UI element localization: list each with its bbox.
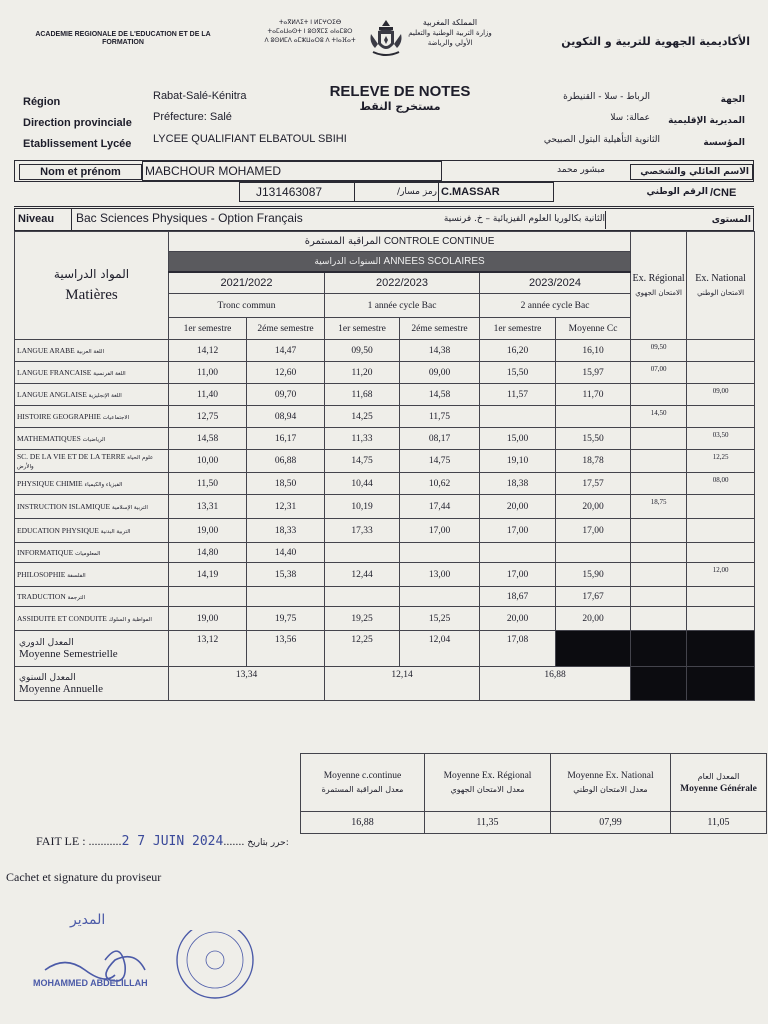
subject-name [15,340,169,362]
grade-cell: 15,50 [556,428,631,450]
grade-cell: 08,00 [687,473,755,495]
grade-cell: 15,90 [556,563,631,587]
grade-cell: 11,00 [169,362,247,384]
grade-cell: 10,62 [400,473,480,495]
grade-cell: 12,75 [169,406,247,428]
table-row [15,340,755,362]
year-header-1: 2021/2022 [169,272,325,294]
grade-cell [687,607,755,631]
grade-cell: 10,00 [169,450,247,473]
grade-cell: 10,19 [325,495,400,519]
ex-regional-header [631,232,687,340]
director-ar: المدير [70,912,106,928]
year-header-2: 2022/2023 [325,272,480,294]
grade-cell: 19,00 [169,519,247,543]
grade-cell: 14,38 [400,340,480,362]
grade-cell [169,587,247,607]
ann-average-label-fr: Moyenne Annuelle [19,682,104,695]
semester-header: Moyenne Cc [556,318,631,340]
blacked-cell [687,631,755,667]
grade-cell: 19,10 [480,450,556,473]
academy-title-ar: الأكاديمية الجهوية للتربية و التكوين [561,35,750,48]
grade-cell: 06,88 [247,450,325,473]
fait-le-label: FAIT LE : ........... [36,834,122,848]
grade-cell [631,563,687,587]
grade-cell [687,587,755,607]
grade-cell: 17,00 [480,563,556,587]
grade-cell: 15,00 [480,428,556,450]
subject-name-ar: اللغة الفرنسية [93,371,126,377]
cycle-header-3: 2 année cycle Bac [480,294,631,318]
grade-cell: 18,33 [247,519,325,543]
name-value: MABCHOUR MOHAMED [142,161,442,181]
summary-header [425,754,551,812]
annees-header [169,252,631,272]
grade-cell: 20,00 [556,607,631,631]
grade-cell: 14,19 [169,563,247,587]
cc-header [169,232,631,252]
semester-header: 1er semestre [169,318,247,340]
grade-cell: 09,50 [325,340,400,362]
cne-label-ar: الرقم الوطني [646,187,708,197]
sem-average-value: 13,56 [247,631,325,667]
region-value-ar: الرباط - سلا - القنيطرة [563,92,650,102]
grade-cell [687,543,755,563]
grade-cell: 14,12 [169,340,247,362]
grade-cell: 12,25 [687,450,755,473]
grade-cell [631,384,687,406]
grade-cell: 13,31 [169,495,247,519]
tifinagh-header: ⵜⴰⴳⵍⴷⵉⵜ ⵏ ⵍⵎⵖⵔⵉⴱ ⵜⴰⵎⴰⵡⴰⵙⵜ ⵏ ⵓⵙⴳⵎⵉ ⴰⵏⴰⵎⵓⵔ ⴷ ⵓⵙⵍⵎⴷ ⴰⵎⵣⵡⴰⵔⵓ ⴷ ⵜⵏⴰⴼⴰⵜ [264,19,356,44]
grade-cell: 08,94 [247,406,325,428]
summary-header-fr: Moyenne c.continue [323,770,402,781]
grade-cell: 17,33 [325,519,400,543]
grade-cell: 14,75 [400,450,480,473]
grade-cell: 09,00 [400,362,480,384]
grade-cell: 11,50 [169,473,247,495]
niveau-value-ar: الثانية بكالوريا العلوم الفيزيائية – خ. فرنسية [443,214,605,224]
summary-header-fr: Moyenne Générale [680,783,757,794]
name-label-ar: الاسم العائلي والشخصي [630,164,753,180]
summary-value: 07,99 [551,812,671,834]
sem-average-label [15,631,169,667]
massar-value: J131463087 [239,182,439,202]
subject-name-fr: ASSIDUITE ET CONDUITE [17,614,107,623]
blacked-cell [631,667,687,701]
grade-cell: 18,67 [480,587,556,607]
niveau-label-ar: المستوى [605,211,751,229]
table-row [15,406,755,428]
subject-name-ar: الرياضيات [82,437,106,443]
table-row [15,384,755,406]
subject-name [15,473,169,495]
grade-cell [687,406,755,428]
subject-name-ar: الفيزياء والكيمياء [84,482,123,488]
grade-cell: 19,00 [169,607,247,631]
semester-header: 1er semestre [325,318,400,340]
grade-cell: 18,78 [556,450,631,473]
grade-cell [400,587,480,607]
massar-label: C.MASSAR [441,186,500,198]
fait-le [36,834,289,849]
name-label: Nom et prénom [19,164,142,180]
subject-name-fr: LANGUE FRANCAISE [17,368,92,377]
ann-average-value: 12,14 [325,667,480,701]
grade-cell [556,406,631,428]
summary-table [300,753,767,834]
grade-cell: 11,70 [556,384,631,406]
subject-name-ar: اللغة العربية [76,349,104,355]
etab-label-ar: المؤسسة [703,138,745,148]
table-row [15,607,755,631]
massar-label-ar: رمز مسار/ [397,187,437,197]
summary-header-ar: معدل الامتحان الوطني [573,784,648,794]
grade-cell: 14,58 [169,428,247,450]
subject-name-ar: الاجتماعيات [102,415,130,421]
subject-name [15,543,169,563]
subject-name-fr: MATHEMATIQUES [17,434,81,443]
grade-cell: 12,44 [325,563,400,587]
blacked-cell [556,631,631,667]
sem-average-value: 12,04 [400,631,480,667]
grade-cell [631,450,687,473]
semester-header: 2éme semestre [247,318,325,340]
subject-name-ar: التربية البدنية [100,529,131,535]
grade-cell: 12,31 [247,495,325,519]
grade-cell [687,495,755,519]
massar-row [14,182,754,207]
summary-header [551,754,671,812]
document-title-ar: مستخرج النقط [359,100,441,113]
summary-value: 16,88 [301,812,425,834]
grade-cell: 15,38 [247,563,325,587]
table-row [15,543,755,563]
ministry-ar: المملكة المغربية وزارة التربية الوطنية والتعليم الأولي والرياضة [408,18,492,47]
table-row [15,587,755,607]
grade-cell [480,543,556,563]
grade-cell: 03,50 [687,428,755,450]
grade-cell [687,340,755,362]
niveau-label: Niveau [18,213,55,225]
matieres-header-fr: Matières [65,287,118,303]
table-row [15,428,755,450]
fait-le-dots: ....... [223,834,245,848]
grade-cell: 11,57 [480,384,556,406]
cycle-header-2: 1 année cycle Bac [325,294,480,318]
subject-name-ar: الترجمة [67,595,86,601]
summary-value: 11,35 [425,812,551,834]
grade-cell: 09,00 [687,384,755,406]
table-row [15,473,755,495]
subject-name-fr: HISTOIRE GEOGRAPHIE [17,412,101,421]
subject-name-ar: التربية الإسلامية [112,505,148,511]
grade-cell [631,428,687,450]
ex-regional-label: Ex. Régional [632,272,685,284]
grade-cell: 11,68 [325,384,400,406]
sem-average-value: 17,08 [480,631,556,667]
grade-cell: 16,20 [480,340,556,362]
subject-name [15,587,169,607]
subject-name [15,607,169,631]
sem-average-value: 13,12 [169,631,247,667]
region-label: Région [23,96,61,108]
name-value-ar: مبشور محمد [557,165,605,175]
grade-cell [400,543,480,563]
grade-cell [325,543,400,563]
matieres-header-ar: المواد الدراسية [53,267,130,281]
grade-cell [687,362,755,384]
document-title: RELEVE DE NOTES [329,83,471,100]
annees-header-ar: السنوات الدراسية [314,256,381,267]
grade-cell: 20,00 [480,495,556,519]
grade-cell [480,406,556,428]
fait-le-ar: حرر بتاريخ: [247,838,289,848]
signature-stamp-icon [35,930,265,1010]
ex-regional-label-ar: الامتحان الجهوي [635,288,682,297]
niveau-row [14,208,754,231]
grade-cell: 17,67 [556,587,631,607]
grade-cell: 20,00 [556,495,631,519]
grade-cell: 14,47 [247,340,325,362]
cne-label: /CNE [710,187,737,199]
grade-cell [687,519,755,543]
subject-name-ar: المعلوميات [75,551,101,557]
direction-value: Préfecture: Salé [153,111,232,123]
coat-of-arms-icon [367,18,405,58]
cc-header-fr: CONTROLE CONTINUE [383,236,495,247]
subject-name [15,495,169,519]
signature-name: MOHAMMED ABDELILLAH [33,978,148,988]
grade-cell: 14,25 [325,406,400,428]
grade-cell [247,587,325,607]
subject-name [15,519,169,543]
grade-cell: 18,38 [480,473,556,495]
cachet-label: Cachet et signature du proviseur [6,870,162,884]
grade-cell [325,587,400,607]
grade-cell: 15,97 [556,362,631,384]
grade-cell: 18,50 [247,473,325,495]
grade-cell: 14,50 [631,406,687,428]
ann-average-value: 13,34 [169,667,325,701]
summary-header-ar: معدل الامتحان الجهوي [450,784,525,794]
subject-name-fr: EDUCATION PHYSIQUE [17,526,99,535]
direction-value-ar: عمالة: سلا [610,113,650,123]
grade-cell: 19,25 [325,607,400,631]
grade-cell: 20,00 [480,607,556,631]
ann-average-label [15,667,169,701]
grade-cell [631,473,687,495]
grade-cell: 14,80 [169,543,247,563]
subject-name-fr: PHILOSOPHIE [17,570,66,579]
table-row [15,450,755,473]
grade-cell: 11,33 [325,428,400,450]
grade-cell: 09,70 [247,384,325,406]
subject-name-ar: علوم الحياة والأرض [17,455,154,470]
etab-value: LYCEE QUALIFIANT ELBATOUL SBIHI [153,133,347,145]
grade-cell: 16,10 [556,340,631,362]
etab-value-ar: الثانوية التأهيلية البتول الصبيحي [543,135,660,145]
annees-header-fr: ANNEES SCOLAIRES [383,255,485,267]
grade-cell: 17,00 [556,519,631,543]
region-label-ar: الجهة [720,95,745,105]
direction-label: Direction provinciale [23,117,132,129]
grade-cell: 15,25 [400,607,480,631]
table-row [15,495,755,519]
subject-name-fr: SC. DE LA VIE ET DE LA TERRE [17,452,126,461]
semester-header: 2éme semestre [400,318,480,340]
subject-name-ar: الفلسفة [67,573,86,579]
grade-cell: 17,00 [480,519,556,543]
grade-cell: 09,50 [631,340,687,362]
region-value: Rabat-Salé-Kénitra [153,90,247,102]
grade-cell: 19,75 [247,607,325,631]
grade-cell: 11,20 [325,362,400,384]
table-row [15,362,755,384]
date-stamp: 2 7 JUIN 2024 [121,834,224,849]
grade-cell: 16,17 [247,428,325,450]
grade-cell: 07,00 [631,362,687,384]
massar-label-box [354,182,554,202]
ex-national-label-ar: الامتحان الوطني [697,288,745,297]
subject-name-fr: INSTRUCTION ISLAMIQUE [17,502,111,511]
sem-average-value: 12,25 [325,631,400,667]
subject-name [15,450,169,473]
grade-cell: 14,58 [400,384,480,406]
grade-cell [631,587,687,607]
grade-cell: 12,00 [687,563,755,587]
grade-cell: 15,50 [480,362,556,384]
cycle-header-1: Tronc commun [169,294,325,318]
grade-cell [631,607,687,631]
subject-name-ar: المواظبة و السلوك [108,617,152,623]
ex-national-header [687,232,755,340]
grade-cell: 12,60 [247,362,325,384]
grade-cell: 10,44 [325,473,400,495]
grade-cell: 17,00 [400,519,480,543]
subject-name [15,428,169,450]
subject-name-ar: اللغة الإنجليزية [88,393,122,399]
summary-header-ar: المعدل العام [697,771,740,781]
ann-average-value: 16,88 [480,667,631,701]
subject-name-fr: INFORMATIQUE [17,548,74,557]
cc-header-ar: المراقبة المستمرة [304,236,382,247]
subject-name [15,384,169,406]
direction-label-ar: المديرية الإقليمية [668,116,745,126]
blacked-cell [687,667,755,701]
grade-cell [556,543,631,563]
summary-header-ar: معدل المراقبة المستمرة [321,784,404,794]
grade-cell: 17,57 [556,473,631,495]
grade-cell: 18,75 [631,495,687,519]
grade-cell: 08,17 [400,428,480,450]
grade-cell: 13,00 [400,563,480,587]
sem-average-label-fr: Moyenne Semestrielle [19,647,118,660]
grade-cell [631,543,687,563]
subject-name-fr: TRADUCTION [17,592,66,601]
table-row [15,519,755,543]
subject-name [15,362,169,384]
summary-header-fr: Moyenne Ex. Régional [443,770,532,781]
grade-cell: 14,75 [325,450,400,473]
etab-label: Etablissement Lycée [23,138,132,150]
academy-title-fr: ACADEMIE REGIONALE DE L'EDUCATION ET DE LA FORMATION [35,31,211,46]
summary-header [301,754,425,812]
matieres-header [15,232,169,340]
grade-cell: 17,44 [400,495,480,519]
ann-average-label-ar: المعدل السنوي [19,672,76,683]
subject-name-fr: LANGUE ARABE [17,346,75,355]
subject-name-fr: PHYSIQUE CHIMIE [17,479,83,488]
semester-header: 1er semestre [480,318,556,340]
grade-cell: 11,75 [400,406,480,428]
niveau-value: Bac Sciences Physiques - Option Français [71,209,396,230]
grade-cell: 14,40 [247,543,325,563]
subject-name [15,406,169,428]
grade-cell [631,519,687,543]
table-row [15,563,755,587]
grade-cell: 11,40 [169,384,247,406]
summary-header [671,754,767,812]
student-name-row [14,160,754,182]
sem-average-label-ar: المعدل الدوري [19,637,74,648]
summary-value: 11,05 [671,812,767,834]
year-header-3: 2023/2024 [480,272,631,294]
ex-national-label: Ex. National [695,272,746,284]
summary-header-fr: Moyenne Ex. National [567,770,654,781]
grades-table [14,231,755,701]
blacked-cell [631,631,687,667]
subject-name-fr: LANGUE ANGLAISE [17,390,87,399]
subject-name [15,563,169,587]
